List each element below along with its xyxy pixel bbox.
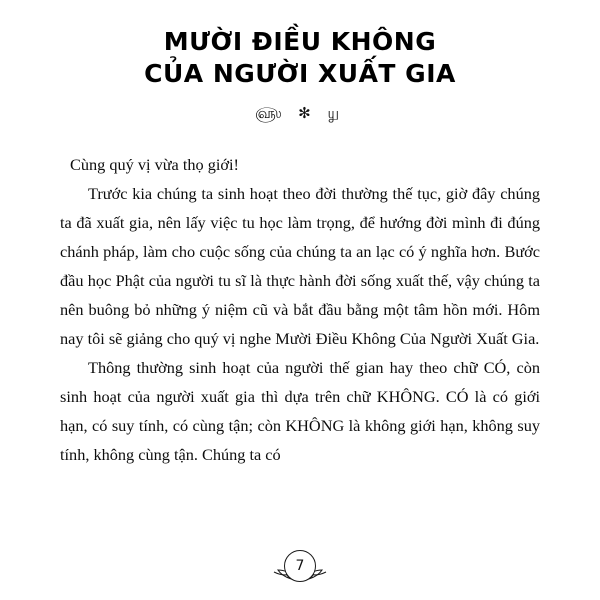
title-line-2: CỦA NGƯỜI XUẤT GIA xyxy=(144,59,456,88)
paragraph-greeting: Cùng quý vị vừa thọ giới! xyxy=(70,155,239,174)
ornament-divider: ௵ ✻ ௶ xyxy=(254,104,346,122)
paragraph-1: Trước kia chúng ta sinh hoạt theo đời thường thế tục, giờ đây chúng ta đã xuất gia, nên lấy việc tu học làm trọng, để hướng đời mình đi đúng chánh pháp, làm cho cuộc sống của chúng ta an lạc có ý nghĩa hơn. Bước đầu học Phật của người tu sĩ là thực hành đời sống xuất thế, vậy chúng ta nên buông bỏ những ý niệm cũ và bắt đầu bằng một tâm hồn mới. Hôm nay tôi sẽ giảng cho quý vị nghe Mười Điều Không Của Người Xuất Gia. xyxy=(60,184,540,348)
paragraph-2: Thông thường sinh hoạt của người thế gian hay theo chữ CÓ, còn sinh hoạt của người xuất gia thì dựa trên chữ KHÔNG. CÓ là có giới hạn, có suy tính, có cùng tận; còn KHÔNG là không giới hạn, không suy tính, không cùng tận. Chúng ta có xyxy=(60,358,540,464)
page-title xyxy=(60,26,540,90)
page-number: 7 xyxy=(284,550,316,582)
body-text xyxy=(60,150,540,469)
page-footer xyxy=(0,550,600,582)
title-line-1: MƯỜI ĐIỀU KHÔNG xyxy=(163,27,437,56)
